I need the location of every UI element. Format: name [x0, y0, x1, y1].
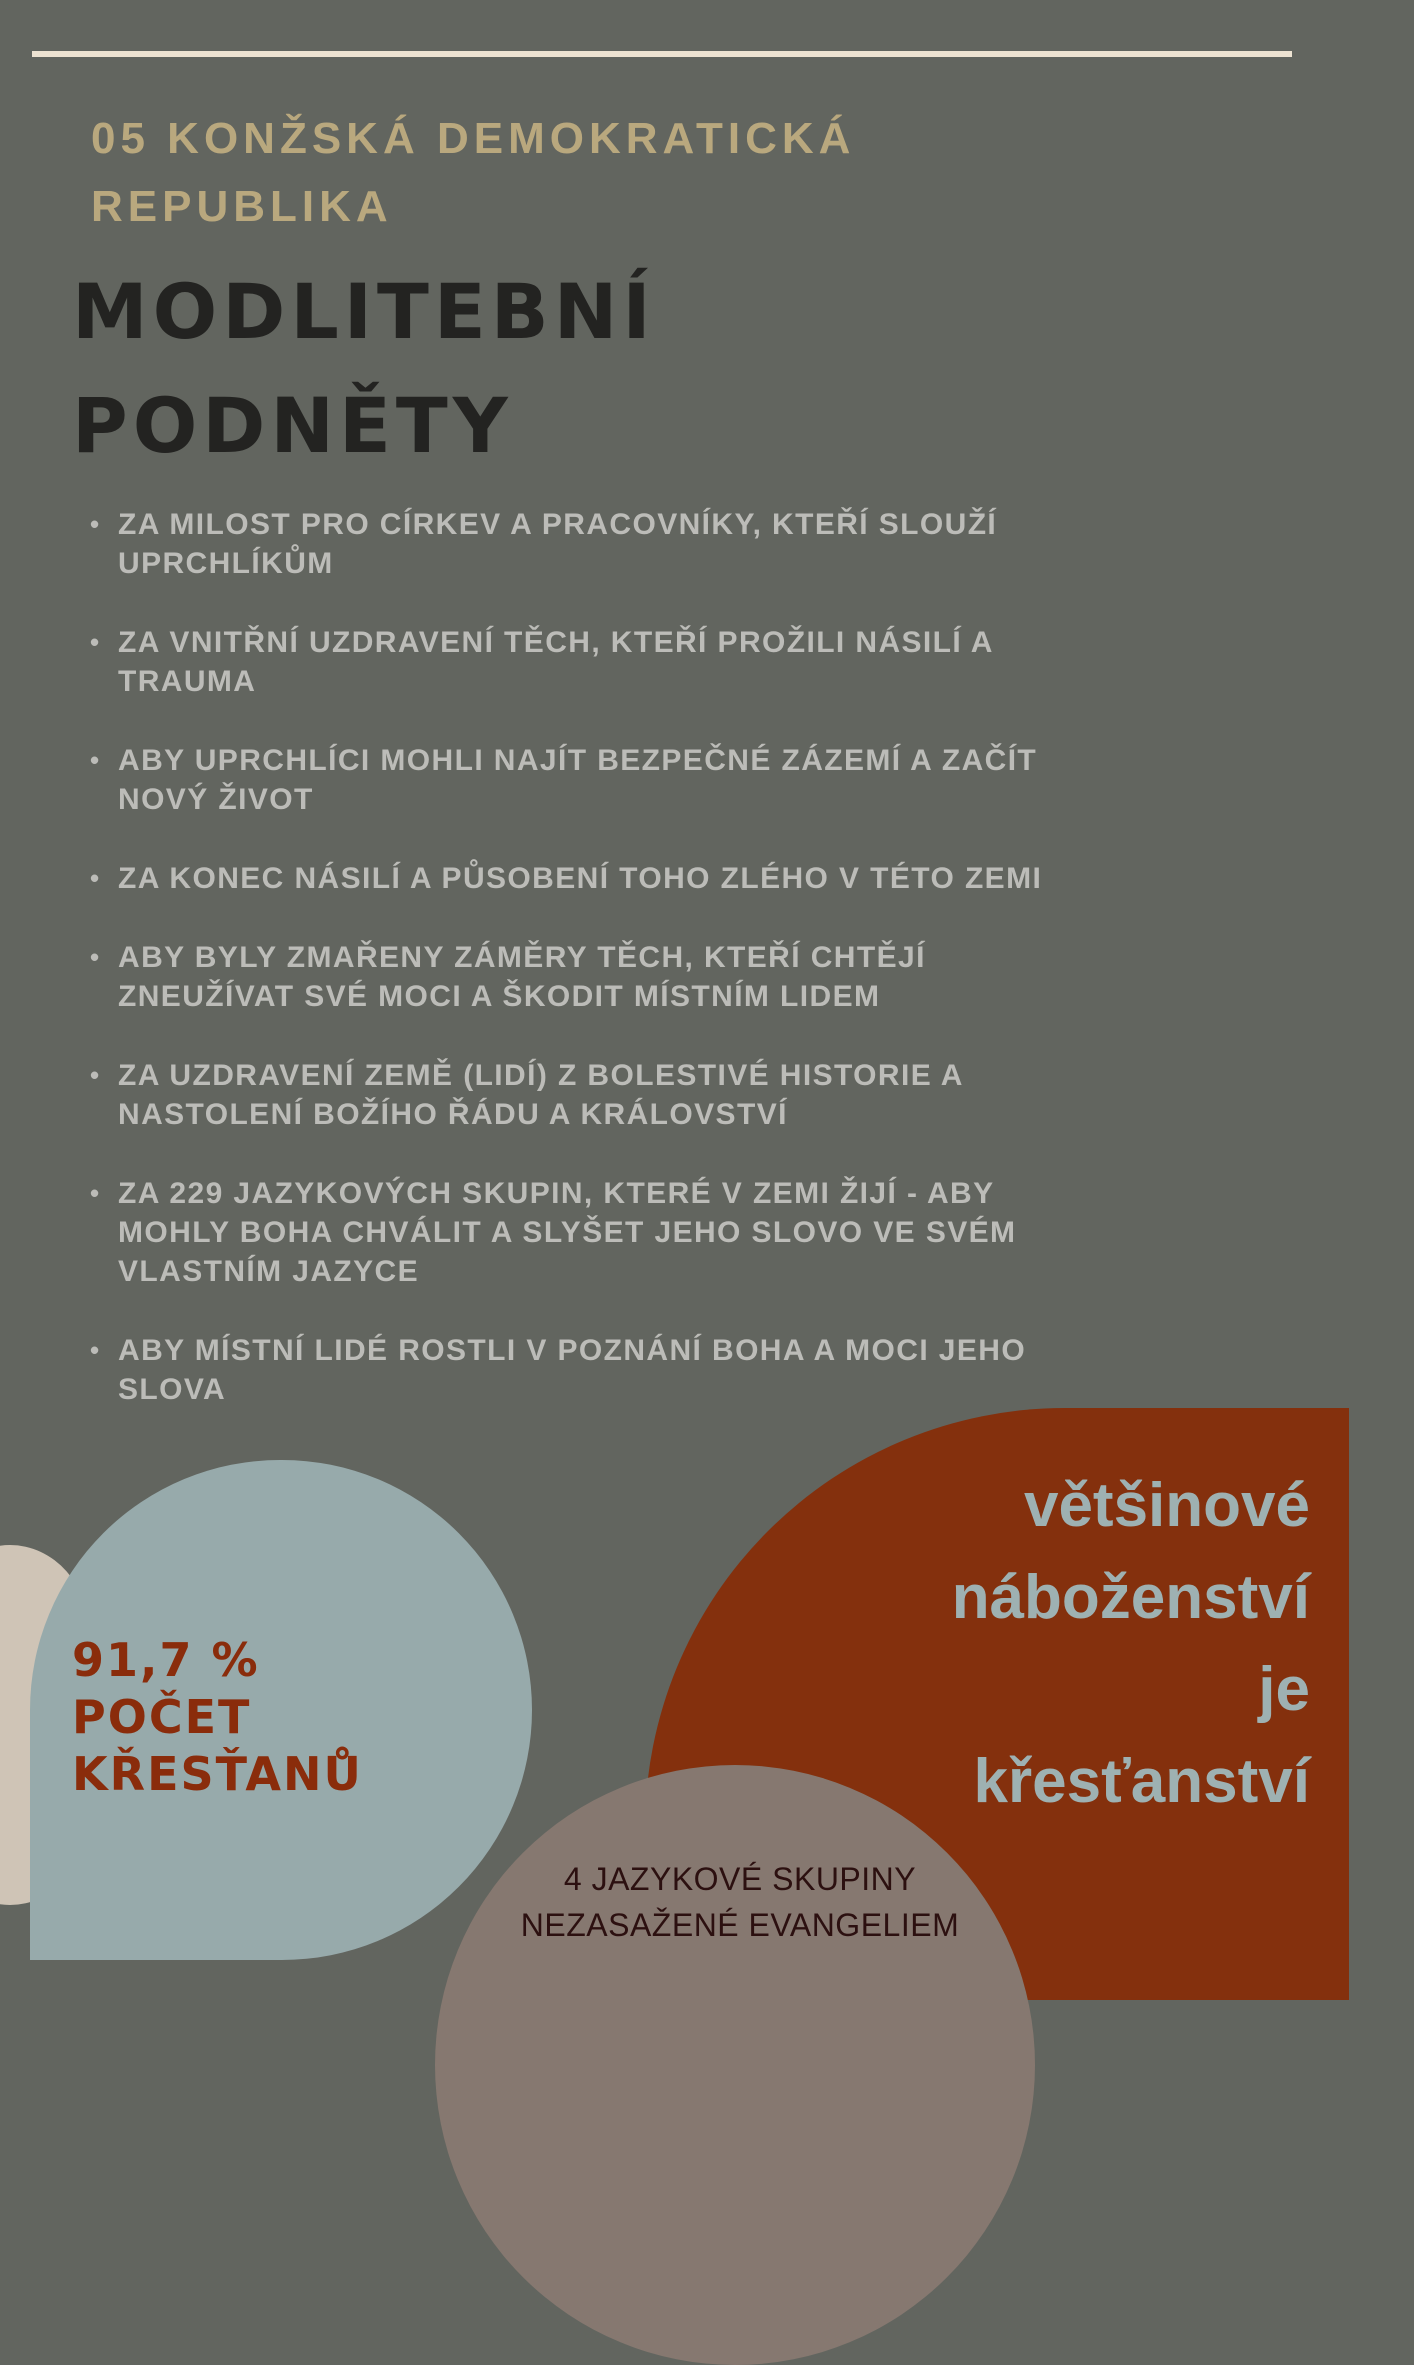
bullet-icon: • [90, 1335, 101, 1365]
bullet-icon: • [90, 1060, 101, 1090]
page-title-line-2: PODNĚTY [72, 381, 513, 470]
percent-label-line-2: KŘESŤANŮ [72, 1747, 363, 1801]
country-heading [91, 105, 1091, 241]
list-item-line: ZA VNITŘNÍ UZDRAVENÍ TĚCH, KTEŘÍ PROŽILI NÁSILÍ A [118, 626, 994, 659]
list-item-line: NOVÝ ŽIVOT [118, 783, 314, 816]
country-heading-line-1: 05 KONŽSKÁ DEMOKRATICKÁ [91, 114, 856, 163]
list-item-line: ABY UPRCHLÍCI MOHLI NAJÍT BEZPEČNÉ ZÁZEMÍ A ZAČÍT [118, 744, 1038, 777]
list-item [90, 1331, 1250, 1409]
bullet-icon: • [90, 627, 101, 657]
list-item-line: MOHLY BOHA CHVÁLIT A SLYŠET JEHO SLOVO VE SVÉM [118, 1216, 1017, 1249]
list-item [90, 1174, 1250, 1291]
list-item [90, 938, 1250, 1016]
page-title [72, 255, 1072, 483]
majority-line-1: většinové [1023, 1471, 1310, 1540]
percent-label-line-1: POČET [72, 1690, 252, 1744]
list-item-line: UPRCHLÍKŮM [118, 547, 334, 580]
list-item-line: ABY BYLY ZMAŘENY ZÁMĚRY TĚCH, KTEŘÍ CHTĚJÍ [118, 941, 926, 974]
bullet-icon: • [90, 1178, 101, 1208]
percent-value: 91,7 % [72, 1633, 260, 1687]
majority-line-2: náboženství [951, 1563, 1310, 1632]
country-heading-line-2: REPUBLIKA [91, 182, 393, 231]
top-divider [32, 51, 1292, 57]
majority-religion-stat [800, 1460, 1310, 1828]
bullet-icon: • [90, 745, 101, 775]
unreached-groups-stat [460, 1856, 1020, 1948]
list-item-line: ZA 229 JAZYKOVÝCH SKUPIN, KTERÉ V ZEMI ŽIJÍ - ABY [118, 1177, 995, 1210]
page-title-line-1: MODLITEBNÍ [72, 267, 656, 356]
list-item-line: VLASTNÍM JAZYCE [118, 1255, 420, 1288]
christian-percentage-stat [72, 1632, 512, 1803]
list-item-line: SLOVA [118, 1373, 227, 1406]
prayer-request-list [90, 505, 1250, 1449]
list-item-line: ABY MÍSTNÍ LIDÉ ROSTLI V POZNÁNÍ BOHA A MOCI JEHO [118, 1334, 1027, 1367]
bullet-icon: • [90, 863, 101, 893]
list-item [90, 741, 1250, 819]
list-item-line: NASTOLENÍ BOŽÍHO ŘÁDU A KRÁLOVSTVÍ [118, 1098, 788, 1131]
bullet-icon: • [90, 942, 101, 972]
list-item-line: ZA MILOST PRO CÍRKEV A PRACOVNÍKY, KTEŘÍ SLOUŽÍ [118, 508, 998, 541]
list-item [90, 859, 1250, 898]
list-item-line: ZA KONEC NÁSILÍ A PŮSOBENÍ TOHO ZLÉHO V TÉTO ZEMI [118, 862, 1043, 895]
mauve-stat-circle [435, 1765, 1035, 2365]
list-item-line: ZNEUŽÍVAT SVÉ MOCI A ŠKODIT MÍSTNÍM LIDEM [118, 980, 881, 1013]
list-item-line: ZA UZDRAVENÍ ZEMĚ (LIDÍ) Z BOLESTIVÉ HISTORIE A [118, 1059, 964, 1092]
list-item-line: TRAUMA [118, 665, 257, 698]
list-item [90, 1056, 1250, 1134]
list-item [90, 505, 1250, 583]
unreached-line-2: NEZASAŽENÉ EVANGELIEM [520, 1907, 960, 1943]
unreached-line-1: 4 JAZYKOVÉ SKUPINY [563, 1861, 917, 1897]
list-item [90, 623, 1250, 701]
majority-line-4: křesťanství [973, 1747, 1310, 1816]
bullet-icon: • [90, 509, 101, 539]
majority-line-3: je [1258, 1655, 1310, 1724]
